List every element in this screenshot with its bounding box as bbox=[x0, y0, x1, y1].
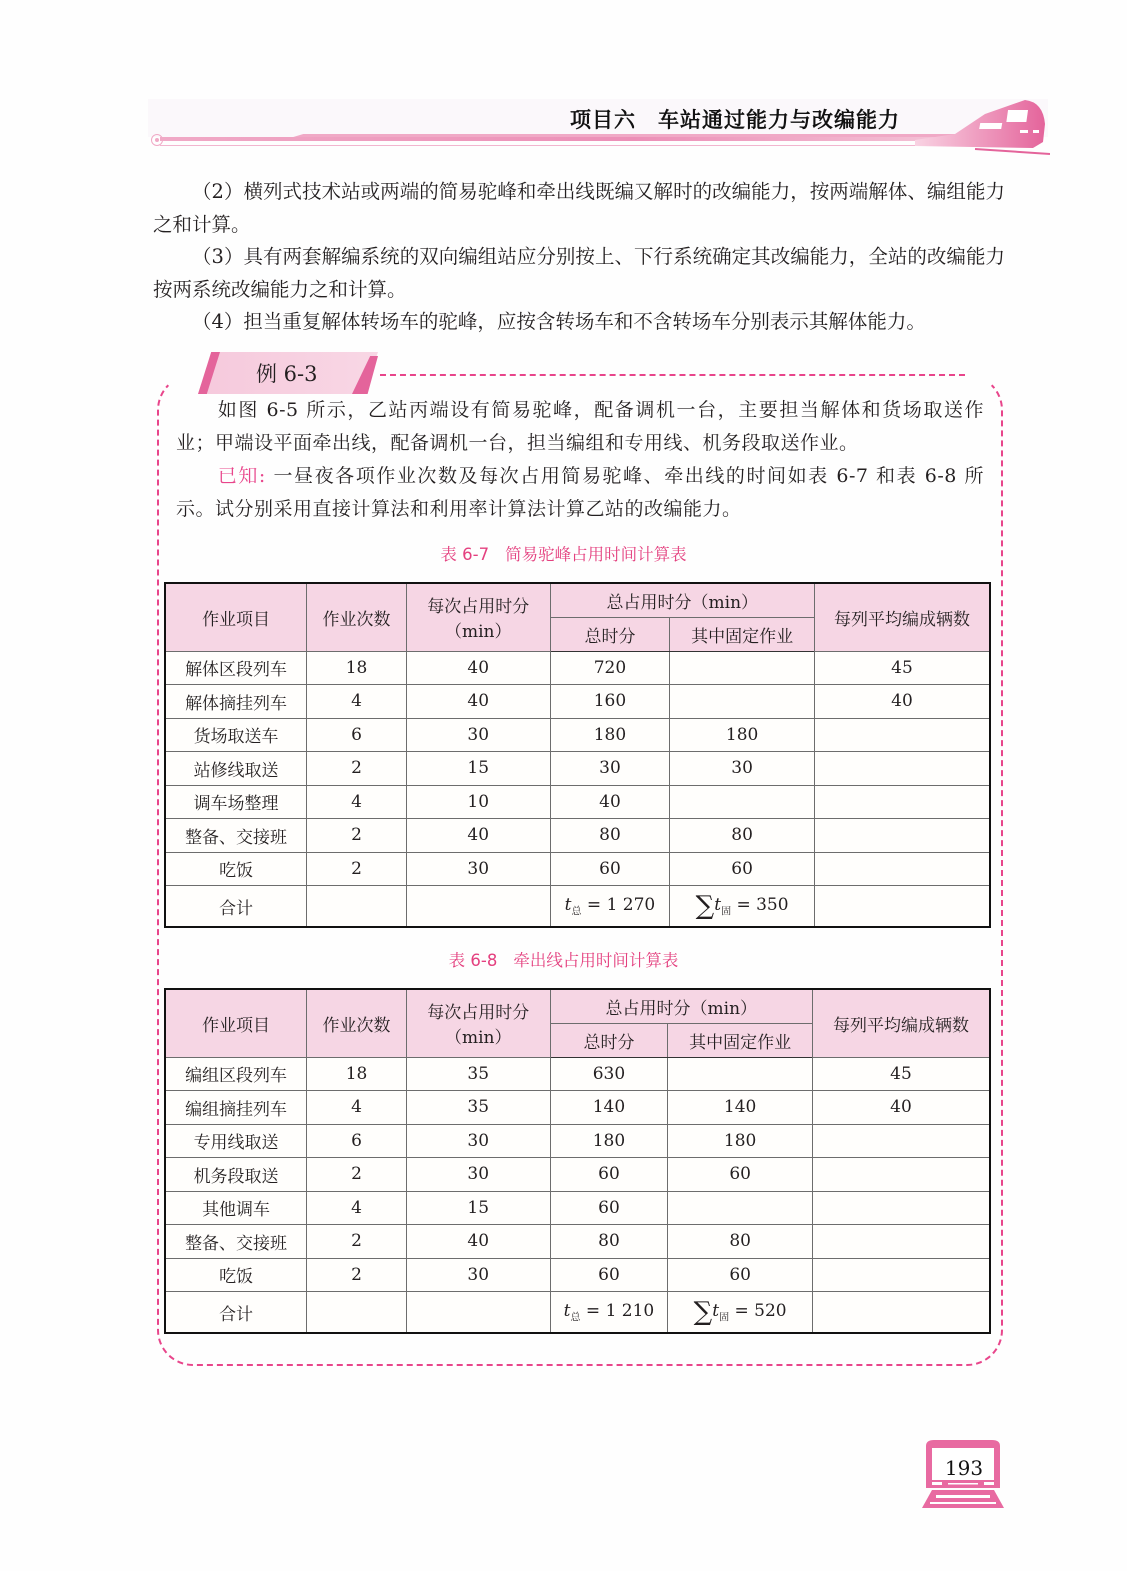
train-icon bbox=[915, 96, 1050, 156]
chapter-title: 车站通过能力与改编能力 bbox=[658, 108, 900, 132]
cell-count: 18 bbox=[307, 1057, 407, 1091]
cell-count: 4 bbox=[307, 685, 407, 719]
header-per-time-label: 每次占用时分 bbox=[427, 1003, 530, 1024]
cell-total: 160 bbox=[550, 685, 670, 719]
cell-fixed: 180 bbox=[668, 1124, 813, 1158]
cell-fixed: 80 bbox=[670, 819, 815, 853]
given-text: 一昼夜各项作业次数及每次占用简易驼峰、牵出线的时间如表 6-7 和表 6-8 所示。试分别采用直接计算法和利用率计算法计算乙站的改编能力。 bbox=[176, 465, 984, 520]
sum-total bbox=[550, 886, 670, 928]
cell-count: 6 bbox=[307, 718, 407, 752]
table-sum-row bbox=[165, 886, 990, 928]
cell-item: 站修线取送 bbox=[165, 752, 307, 786]
example-given bbox=[176, 460, 984, 526]
table-row bbox=[165, 785, 990, 819]
cell-item: 解体区段列车 bbox=[165, 651, 307, 685]
cell-per: 40 bbox=[406, 651, 550, 685]
cell-cars bbox=[812, 1225, 990, 1259]
cell-total: 60 bbox=[550, 1158, 668, 1192]
cell-cars bbox=[814, 785, 990, 819]
cell-fixed: 30 bbox=[670, 752, 815, 786]
table-row bbox=[165, 1091, 990, 1125]
table-row bbox=[165, 1158, 990, 1192]
paragraph-2: （2）横列式技术站或两端的简易驼峰和牵出线既编又解时的改编能力，按两端解体、编组能力之和计算。 bbox=[153, 180, 1005, 236]
cell-total: 60 bbox=[550, 852, 670, 886]
sigma-symbol: ∑ bbox=[695, 891, 715, 921]
cell-item: 专用线取送 bbox=[165, 1124, 307, 1158]
header-count: 作业次数 bbox=[307, 989, 407, 1057]
table-row bbox=[165, 718, 990, 752]
cell-cars bbox=[812, 1258, 990, 1292]
header-per-time bbox=[406, 583, 550, 651]
example-label: 例 6-3 bbox=[256, 362, 318, 386]
cell-count bbox=[307, 1292, 407, 1334]
table-number: 表 6-8 bbox=[448, 951, 498, 970]
total-value: = 1 270 bbox=[586, 894, 656, 915]
table-6-8 bbox=[164, 988, 991, 1334]
cell-item: 整备、交接班 bbox=[165, 819, 307, 853]
cell-item: 货场取送车 bbox=[165, 718, 307, 752]
cell-cars bbox=[812, 1292, 990, 1334]
header-per-time-label: 每次占用时分 bbox=[427, 597, 530, 618]
t-var: t bbox=[563, 1300, 571, 1321]
table-title: 简易驼峰占用时间计算表 bbox=[505, 545, 687, 564]
cell-total: 180 bbox=[550, 718, 670, 752]
t-sub: 总 bbox=[571, 906, 582, 918]
table-row bbox=[165, 819, 990, 853]
cell-total: 630 bbox=[550, 1057, 668, 1091]
cell-item: 吃饭 bbox=[165, 852, 307, 886]
cell-count: 2 bbox=[307, 752, 407, 786]
sum-label: 合计 bbox=[165, 1292, 307, 1334]
cell-count: 2 bbox=[307, 1258, 407, 1292]
cell-count: 2 bbox=[307, 1225, 407, 1259]
example-problem: 如图 6-5 所示，乙站丙端设有简易驼峰，配备调机一台，主要担当解体和货场取送作业；甲端设平面牵出线，配备调机一台，担当编组和专用线、机务段取送作业。 bbox=[176, 399, 984, 454]
sum-label: 合计 bbox=[165, 886, 307, 928]
cell-total: 40 bbox=[550, 785, 670, 819]
cell-fixed bbox=[670, 785, 815, 819]
cell-per: 30 bbox=[406, 1258, 550, 1292]
table-row bbox=[165, 685, 990, 719]
cell-cars: 45 bbox=[814, 651, 990, 685]
cell-per: 10 bbox=[406, 785, 550, 819]
cell-fixed: 140 bbox=[668, 1091, 813, 1125]
cell-per bbox=[406, 1292, 550, 1334]
table-row bbox=[165, 852, 990, 886]
sum-total bbox=[550, 1292, 668, 1334]
cell-cars bbox=[814, 819, 990, 853]
header-circle-ornament bbox=[151, 134, 163, 146]
table-row bbox=[165, 1258, 990, 1292]
cell-total: 60 bbox=[550, 1191, 668, 1225]
table-row bbox=[165, 651, 990, 685]
paragraph-4: （4）担当重复解体转场车的驼峰，应按含转场车和不含转场车分别表示其解体能力。 bbox=[192, 310, 926, 333]
table-6-8-caption bbox=[0, 947, 1127, 971]
cell-per: 40 bbox=[406, 1225, 550, 1259]
fixed-formula bbox=[714, 895, 732, 918]
header-rule-thin bbox=[160, 145, 995, 146]
header-item: 作业项目 bbox=[165, 989, 307, 1057]
cell-cars bbox=[812, 1158, 990, 1192]
cell-cars bbox=[814, 852, 990, 886]
cell-item: 整备、交接班 bbox=[165, 1225, 307, 1259]
cell-fixed: 60 bbox=[668, 1158, 813, 1192]
cell-total: 720 bbox=[550, 651, 670, 685]
sum-fixed bbox=[668, 1292, 813, 1334]
table-row bbox=[165, 1124, 990, 1158]
example-label-tab bbox=[198, 352, 378, 394]
cell-per: 30 bbox=[406, 1158, 550, 1192]
cell-per: 35 bbox=[406, 1091, 550, 1125]
cell-cars bbox=[814, 886, 990, 928]
fixed-value: = 520 bbox=[734, 1301, 787, 1321]
header-avg-cars: 每列平均编成辆数 bbox=[812, 989, 990, 1057]
cell-fixed: 60 bbox=[670, 852, 815, 886]
cell-count: 4 bbox=[307, 1091, 407, 1125]
f-var: t bbox=[714, 895, 722, 915]
project-label: 项目六 bbox=[570, 108, 636, 132]
header-total-group: 总占用时分（min） bbox=[550, 989, 812, 1023]
cell-count bbox=[307, 886, 407, 928]
cell-cars bbox=[814, 718, 990, 752]
fixed-value: = 350 bbox=[736, 895, 789, 915]
cell-fixed bbox=[670, 685, 815, 719]
cell-cars: 45 bbox=[812, 1057, 990, 1091]
cell-item: 调车场整理 bbox=[165, 785, 307, 819]
cell-count: 4 bbox=[307, 785, 407, 819]
header-fixed: 其中固定作业 bbox=[670, 617, 815, 651]
cell-fixed bbox=[668, 1057, 813, 1091]
cell-per: 30 bbox=[406, 718, 550, 752]
cell-count: 6 bbox=[307, 1124, 407, 1158]
example-text bbox=[176, 394, 984, 526]
header-item: 作业项目 bbox=[165, 583, 307, 651]
header-per-time-unit: （min） bbox=[444, 622, 512, 643]
f-sub: 固 bbox=[719, 1312, 730, 1324]
header-per-time bbox=[406, 989, 550, 1057]
table-row bbox=[165, 1057, 990, 1091]
page-number: 193 bbox=[944, 1456, 984, 1480]
cell-total: 30 bbox=[550, 752, 670, 786]
cell-item: 编组区段列车 bbox=[165, 1057, 307, 1091]
cell-count: 2 bbox=[307, 852, 407, 886]
cell-cars bbox=[812, 1124, 990, 1158]
header-total: 总时分 bbox=[550, 1023, 668, 1057]
cell-total: 60 bbox=[550, 1258, 668, 1292]
cell-per: 40 bbox=[406, 685, 550, 719]
total-formula bbox=[563, 1300, 581, 1324]
cell-per: 40 bbox=[406, 819, 550, 853]
cell-per: 35 bbox=[406, 1057, 550, 1091]
total-value: = 1 210 bbox=[585, 1300, 655, 1321]
header-total: 总时分 bbox=[550, 617, 670, 651]
header-avg-cars: 每列平均编成辆数 bbox=[814, 583, 990, 651]
cell-cars bbox=[812, 1191, 990, 1225]
header-total-group: 总占用时分（min） bbox=[550, 583, 814, 617]
t-sub: 总 bbox=[570, 1312, 581, 1324]
cell-total: 80 bbox=[550, 1225, 668, 1259]
sigma-symbol: ∑ bbox=[693, 1297, 713, 1327]
table-6-7 bbox=[164, 582, 991, 928]
body-text bbox=[153, 176, 1005, 339]
cell-per: 15 bbox=[406, 1191, 550, 1225]
header-rule bbox=[160, 137, 950, 141]
header-fixed: 其中固定作业 bbox=[668, 1023, 813, 1057]
t-var: t bbox=[564, 894, 572, 915]
cell-total: 180 bbox=[550, 1124, 668, 1158]
cell-total: 140 bbox=[550, 1091, 668, 1125]
cell-cars: 40 bbox=[812, 1091, 990, 1125]
paragraph-3: （3）具有两套解编系统的双向编组站应分别按上、下行系统确定其改编能力，全站的改编能力按两系统改编能力之和计算。 bbox=[153, 245, 1005, 301]
cell-cars: 40 bbox=[814, 685, 990, 719]
header-count: 作业次数 bbox=[307, 583, 407, 651]
cell-per bbox=[406, 886, 550, 928]
cell-item: 其他调车 bbox=[165, 1191, 307, 1225]
f-var: t bbox=[712, 1301, 720, 1321]
given-label: 已知: bbox=[217, 465, 266, 487]
cell-per: 15 bbox=[406, 752, 550, 786]
table-number: 表 6-7 bbox=[440, 545, 490, 564]
cell-fixed: 80 bbox=[668, 1225, 813, 1259]
cell-per: 30 bbox=[406, 852, 550, 886]
table-row bbox=[165, 1191, 990, 1225]
table-row bbox=[165, 1225, 990, 1259]
table-6-7-caption bbox=[0, 541, 1127, 565]
cell-count: 2 bbox=[307, 819, 407, 853]
total-formula bbox=[564, 894, 582, 918]
cell-count: 4 bbox=[307, 1191, 407, 1225]
header-per-time-unit: （min） bbox=[444, 1028, 512, 1049]
cell-cars bbox=[814, 752, 990, 786]
cell-total: 80 bbox=[550, 819, 670, 853]
cell-per: 30 bbox=[406, 1124, 550, 1158]
cell-item: 编组摘挂列车 bbox=[165, 1091, 307, 1125]
example-box-top-border bbox=[380, 374, 965, 376]
f-sub: 固 bbox=[721, 906, 732, 918]
cell-item: 机务段取送 bbox=[165, 1158, 307, 1192]
cell-fixed: 180 bbox=[670, 718, 815, 752]
sum-fixed bbox=[670, 886, 815, 928]
cell-item: 吃饭 bbox=[165, 1258, 307, 1292]
cell-count: 2 bbox=[307, 1158, 407, 1192]
cell-count: 18 bbox=[307, 651, 407, 685]
cell-fixed bbox=[670, 651, 815, 685]
cell-item: 解体摘挂列车 bbox=[165, 685, 307, 719]
cell-fixed: 60 bbox=[668, 1258, 813, 1292]
fixed-formula bbox=[712, 1301, 730, 1324]
table-sum-row bbox=[165, 1292, 990, 1334]
table-title: 牵出线占用时间计算表 bbox=[513, 951, 679, 970]
cell-fixed bbox=[668, 1191, 813, 1225]
running-header bbox=[570, 104, 900, 134]
table-row bbox=[165, 752, 990, 786]
